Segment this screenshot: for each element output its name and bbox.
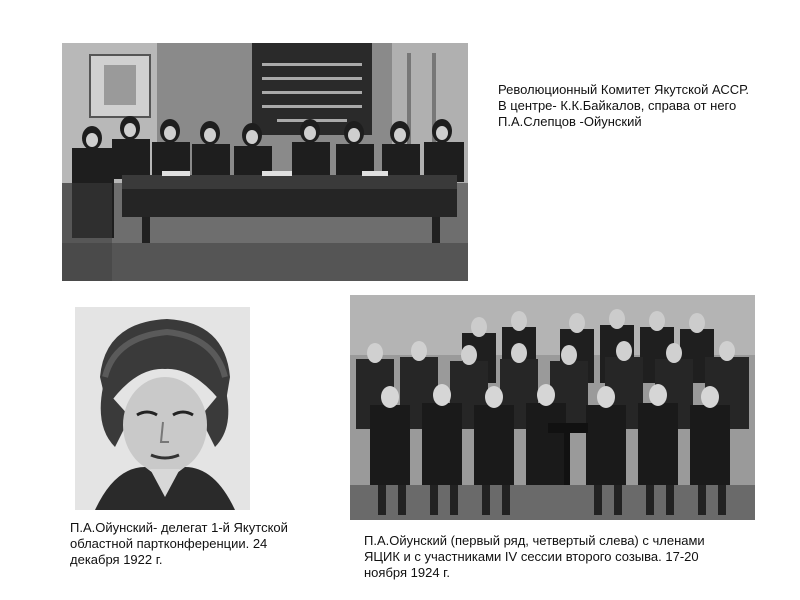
portrait-photo-caption: П.А.Ойунский- делегат 1-й Якутской областной партконференции. 24 декабря 1922 г.: [70, 520, 288, 567]
yatsik-group-photo: [350, 295, 755, 520]
revolutionary-committee-photo: [62, 43, 468, 281]
committee-photo-caption: Революционный Комитет Якутской АССР. В центре- К.К.Байкалов, справа от него П.А.Слепцов -Ойунский: [498, 82, 750, 129]
oyunsky-portrait-photo: [75, 307, 250, 510]
group-photo-caption: П.А.Ойунский (первый ряд, четвертый слева) с членами ЯЦИК и с участниками IV сессии второго созыва. 17-20 ноября 1924 г.: [364, 533, 705, 580]
